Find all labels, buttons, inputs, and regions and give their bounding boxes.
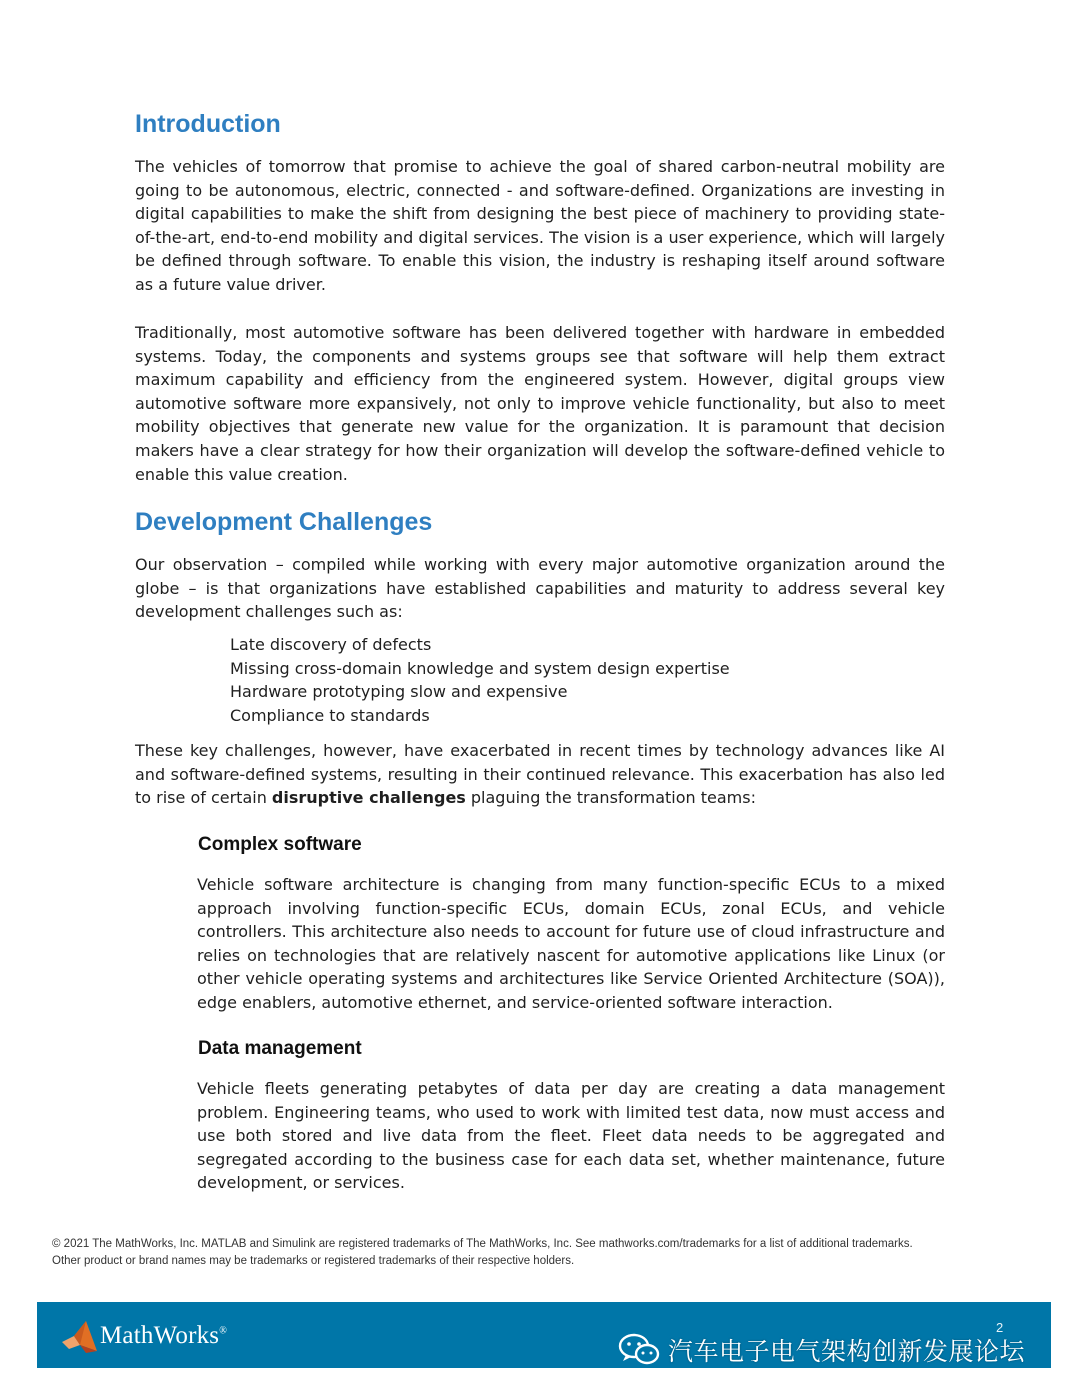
disruptive-challenges-emphasis: disruptive challenges — [271, 788, 466, 808]
page-number: 2 — [996, 1320, 1004, 1335]
wechat-watermark — [618, 1330, 1025, 1370]
introduction-paragraph-1: The vehicles of tomorrow that promise to achieve the goal of shared carbon-neutral mobility are going to be autonomous, electric, connected - and software-defined. Organizations are investing in digital capabilities to make the shift from designing the best piece of machinery to providing state-of-the-art, end-to-end mobility and digital services. The vision is a user experience, which will largely be defined through software. To enable this vision, the industry is reshaping itself around software as a future value driver. — [135, 157, 945, 294]
list-item: Hardware prototyping slow and expensive — [230, 682, 568, 702]
complex-software-body: Vehicle software architecture is changing from many function-specific ECUs to a mixed approach involving function-specific ECUs, domain ECUs, zonal ECUs, and vehicle controllers. This architecture also needs to account for future use of cloud infrastructure and relies on technologies that are relatively nascent for automotive applications like Linux (or other vehicle operating systems and architectures like Service Oriented Architecture (SOA)), edge enablers, automotive ethernet, and service-oriented software interaction. — [197, 875, 945, 1012]
development-challenges-heading: Development Challenges — [135, 508, 433, 536]
introduction-paragraph-2: Traditionally, most automotive software has been delivered together with hardware in embedded systems. Today, the components and systems groups see that software will help them extract maximum capability and efficiency from the engineered system. However, digital groups view automotive software more expansively, not only to improve vehicle functionality, but also to meet mobility objectives that generate new value for the organization. It is paramount that decision makers have a clear strategy for how their organization will develop the software-defined vehicle to enable this value creation. — [135, 323, 945, 484]
legal-notice-line-1: © 2021 The MathWorks, Inc. MATLAB and Simulink are registered trademarks of The MathWorks, Inc. See mathworks.com/trademarks for a list of additional trademarks. — [52, 1238, 913, 1250]
key-challenges-list — [230, 633, 730, 727]
data-management-body: Vehicle fleets generating petabytes of data per day are creating a data management problem. Engineering teams, who used to work with limited test data, now must access and use both stored and live data from the fleet. Fleet data needs to be aggregated and segregated according to the business case for each data set, whether maintenance, future development, or services. — [197, 1079, 945, 1193]
watermark-text: 汽车电子电气架构创新发展论坛 — [668, 1337, 1026, 1366]
development-challenges-followup — [135, 739, 945, 810]
wechat-icon — [618, 1333, 660, 1367]
introduction-heading: Introduction — [135, 110, 281, 138]
mathworks-logo — [60, 1316, 227, 1356]
followup-text-end: plaguing the transformation teams: — [465, 788, 756, 808]
complex-software-heading: Complex software — [198, 834, 362, 855]
list-item: Compliance to standards — [230, 705, 430, 725]
list-item: Late discovery of defects — [230, 635, 432, 654]
development-challenges-intro: Our observation – compiled while working with every major automotive organization around the globe – is that organizations have established capabilities and maturity to address several key development challenges such as: — [135, 555, 945, 622]
mathworks-wordmark: MathWorks® — [100, 1322, 228, 1349]
legal-notice — [52, 1236, 1042, 1270]
membrane-logo-icon — [60, 1318, 98, 1354]
followup-text-start: These key challenges, however, have exacerbated in recent times by technology advances like AI and software-defined systems, resulting in their continued relevance. This exacerbation has also led to rise of certain — [135, 741, 945, 808]
list-item: Missing cross-domain knowledge and system design expertise — [230, 658, 730, 678]
data-management-heading: Data management — [198, 1038, 362, 1059]
legal-notice-line-2: Other product or brand names may be trademarks or registered trademarks of their respective holders. — [52, 1255, 575, 1267]
